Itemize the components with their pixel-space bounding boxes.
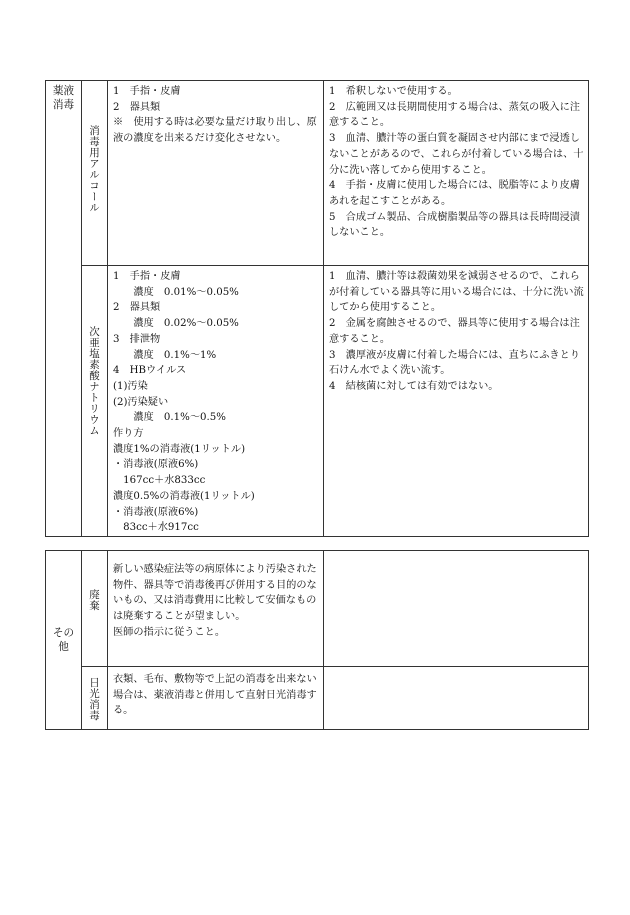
category-other: その 他 <box>52 627 75 653</box>
category-chemical: 薬液 消毒 <box>52 85 75 111</box>
usage-disposal: 新しい感染症法等の病原体により汚染された物件、器具等で消毒後再び併用する目的のないもの、又は消毒費用に比較して安価なものは廃棄することが望ましい。 医師の指示に従うこと。 <box>113 564 317 638</box>
usage-hypochlorite: 1 手指・皮膚 濃度 0.01%～0.05% 2 器具類 濃度 0.02%～0.05% 3 排泄物 濃度 0.1%～1% 4 HBウイルス (1)汚染 (2)汚染疑い 濃度 0.1%～0.5% 作り方 濃度1%の消毒液(1リットル) ・消毒液(原液6%) 167cc＋水833cc 濃度0.5%の消毒液(1リットル) ・消毒液(原液6%) 83cc＋水917cc <box>113 271 255 534</box>
notes-sunlight <box>324 669 589 672</box>
method-name-alcohol: 消毒用アルコール <box>88 125 100 213</box>
disinfection-table-chemical <box>45 80 589 537</box>
notes-hypochlorite: 1 血清、膿汁等は殺菌効果を減弱させるので、これらが付着している器具等に用いる場合には、十分に洗い流してから使用すること。 2 金属を腐蝕させるので、器具等に使用する場合は注意すること。 3 濃厚液が皮膚に付着した場合には、直ちにふきとり石けん水でよく洗い流す。 4 結核菌に対しては有効ではない。 <box>329 271 584 392</box>
notes-alcohol: 1 希釈しないで使用する。 2 広範囲又は長期間使用する場合は、蒸気の吸入に注意すること。 3 血清、膿汁等の蛋白質を凝固させ内部にまで浸透しないことがあるので、これらが付着している場合は、十分に洗い落してから使用すること。 4 手指・皮膚に使用した場合には、脱脂等により皮膚あれを起こすことがある。 5 合成ゴム製品、合成樹脂製品等の器具は長時間浸漬しないこと。 <box>329 86 584 239</box>
method-name-disposal: 廃棄 <box>88 589 100 611</box>
method-name-sunlight: 日光消毒 <box>88 677 100 721</box>
method-name-hypochlorite: 次亜塩素酸ナトリウム <box>88 326 100 436</box>
usage-alcohol: 1 手指・皮膚 2 器具類 ※ 使用する時は必要な量だけ取り出し、原液の濃度を出来るだけ変化させない。 <box>113 86 317 145</box>
usage-sunlight: 衣類、毛布、敷物等で上記の消毒を出来ない場合は、薬液消毒と併用して直射日光消毒する。 <box>113 674 317 717</box>
disinfection-table-other <box>45 550 589 730</box>
notes-disposal <box>324 559 589 562</box>
